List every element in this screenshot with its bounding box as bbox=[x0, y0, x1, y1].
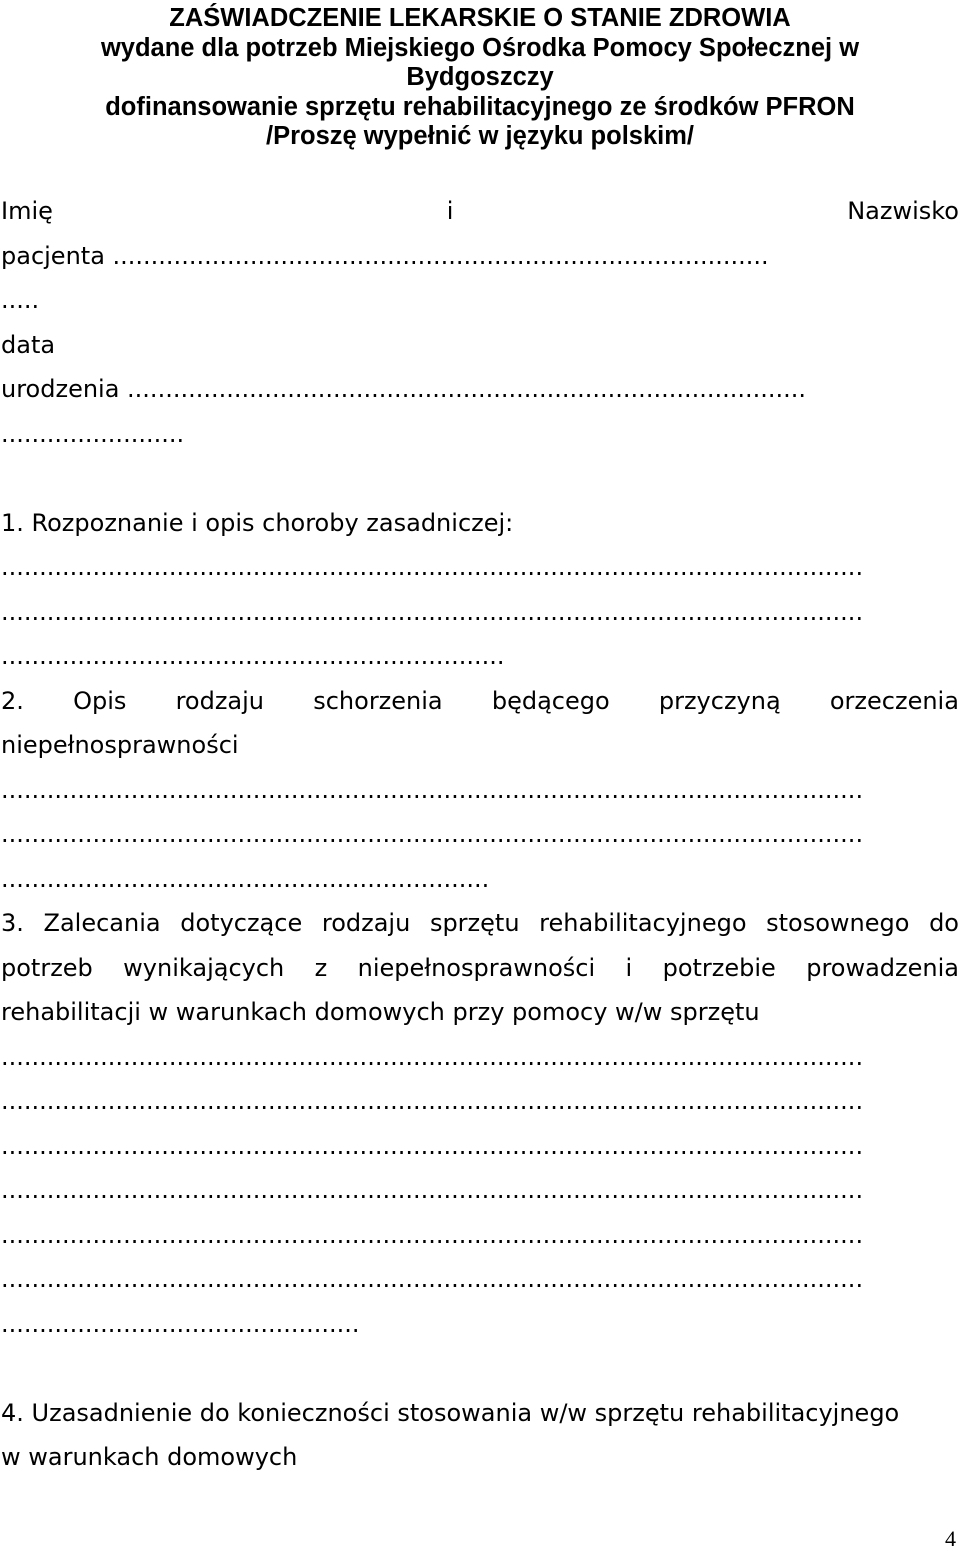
section2-title-continuation: niepełnosprawności bbox=[1, 731, 239, 759]
section3-fill-line[interactable]: ............................................... bbox=[1, 1309, 360, 1338]
section3-fill-line[interactable]: ................................................................................................................. bbox=[1, 1042, 864, 1071]
section3-fill-line[interactable]: ................................................................................................................. bbox=[1, 1220, 864, 1249]
section2-title-word: orzeczenia bbox=[829, 686, 959, 715]
section3-title-word: z bbox=[314, 953, 328, 982]
document-subtitle-line2: Bydgoszczy bbox=[406, 63, 554, 91]
section3-title-word: i bbox=[625, 953, 633, 982]
section4-title-line1: 4. Uzasadnienie do konieczności stosowania w/w sprzętu rehabilitacyjnego bbox=[1, 1398, 900, 1427]
section3-title-word: Zalecania bbox=[43, 909, 161, 937]
section3-title-word: potrzebie bbox=[662, 953, 776, 982]
section1-title: 1. Rozpoznanie i opis choroby zasadniczej: bbox=[1, 508, 514, 537]
section3-title-word: sprzętu bbox=[429, 909, 520, 937]
document-funding-line: dofinansowanie sprzętu rehabilitacyjnego ze środków PFRON bbox=[105, 92, 855, 121]
section3-title-word: niepełnosprawności bbox=[357, 953, 596, 982]
section2-title-word: przyczyną bbox=[658, 686, 781, 715]
patient-name-field-continuation[interactable]: ..... bbox=[1, 286, 40, 314]
section3-title-word: wynikających bbox=[123, 953, 285, 982]
section2-title-word: rodzaju bbox=[175, 686, 265, 715]
section3-title-line2 bbox=[1, 946, 959, 991]
section2-title-word: 2. bbox=[1, 686, 24, 715]
document-language-note: /Proszę wypełnić w języku polskim/ bbox=[266, 122, 694, 150]
section3-title-word: rehabilitacyjnego bbox=[539, 909, 747, 937]
section3-title-word: stosownego bbox=[766, 909, 910, 937]
section2-title-word: Opis bbox=[73, 686, 127, 715]
patient-name-label bbox=[1, 189, 959, 234]
patient-name-word: Imię bbox=[1, 197, 53, 225]
patient-name-word: Nazwisko bbox=[847, 197, 959, 225]
section3-fill-line[interactable]: ................................................................................................................. bbox=[1, 1087, 864, 1115]
patient-name-field[interactable]: pacjenta ...................................................................................... bbox=[1, 241, 769, 270]
section3-title-line3: rehabilitacji w warunkach domowych przy pomocy w/w sprzętu bbox=[1, 998, 760, 1026]
section3-title-word: potrzeb bbox=[1, 953, 93, 982]
section3-fill-line[interactable]: ................................................................................................................. bbox=[1, 1265, 864, 1293]
form-body bbox=[1, 189, 959, 1480]
section2-title-word: będącego bbox=[491, 686, 610, 715]
section3-title-line1 bbox=[1, 901, 959, 946]
document-subtitle-line1: wydane dla potrzeb Miejskiego Ośrodka Pomocy Społecznej w bbox=[100, 33, 860, 62]
section2-title bbox=[1, 679, 959, 724]
spacer bbox=[1, 456, 959, 501]
section2-fill-line[interactable]: ................................................................................................................. bbox=[1, 820, 864, 848]
section3-fill-line[interactable]: ................................................................................................................. bbox=[1, 1176, 864, 1204]
section2-title-word: schorzenia bbox=[313, 686, 443, 715]
page-number: 4 bbox=[945, 1526, 956, 1551]
dob-label: data bbox=[1, 330, 56, 359]
section1-fill-line[interactable]: .................................................................. bbox=[1, 642, 505, 670]
spacer bbox=[1, 1346, 959, 1391]
section2-fill-line[interactable]: ................................................................................................................. bbox=[1, 775, 864, 804]
section3-title-word: do bbox=[929, 909, 959, 937]
document-title: ZAŚWIADCZENIE LEKARSKIE O STANIE ZDROWIA bbox=[169, 4, 791, 32]
section1-fill-line[interactable]: ................................................................................................................. bbox=[1, 553, 864, 581]
section4-title-line2: w warunkach domowych bbox=[1, 1443, 298, 1471]
dob-field-continuation[interactable]: ........................ bbox=[1, 419, 185, 448]
section3-title-word: 3. bbox=[1, 909, 24, 937]
section3-title-word: rodzaju bbox=[321, 909, 411, 937]
document-header bbox=[0, 4, 960, 152]
section3-fill-line[interactable]: ................................................................................................................. bbox=[1, 1131, 864, 1160]
section2-fill-line[interactable]: ................................................................ bbox=[1, 864, 490, 893]
section1-fill-line[interactable]: ................................................................................................................. bbox=[1, 597, 864, 626]
patient-name-word: i bbox=[446, 197, 454, 225]
dob-field[interactable]: urodzenia ......................................................................................... bbox=[1, 375, 807, 403]
section3-title-word: prowadzenia bbox=[806, 953, 959, 982]
section3-title-word: dotyczące bbox=[180, 909, 303, 937]
